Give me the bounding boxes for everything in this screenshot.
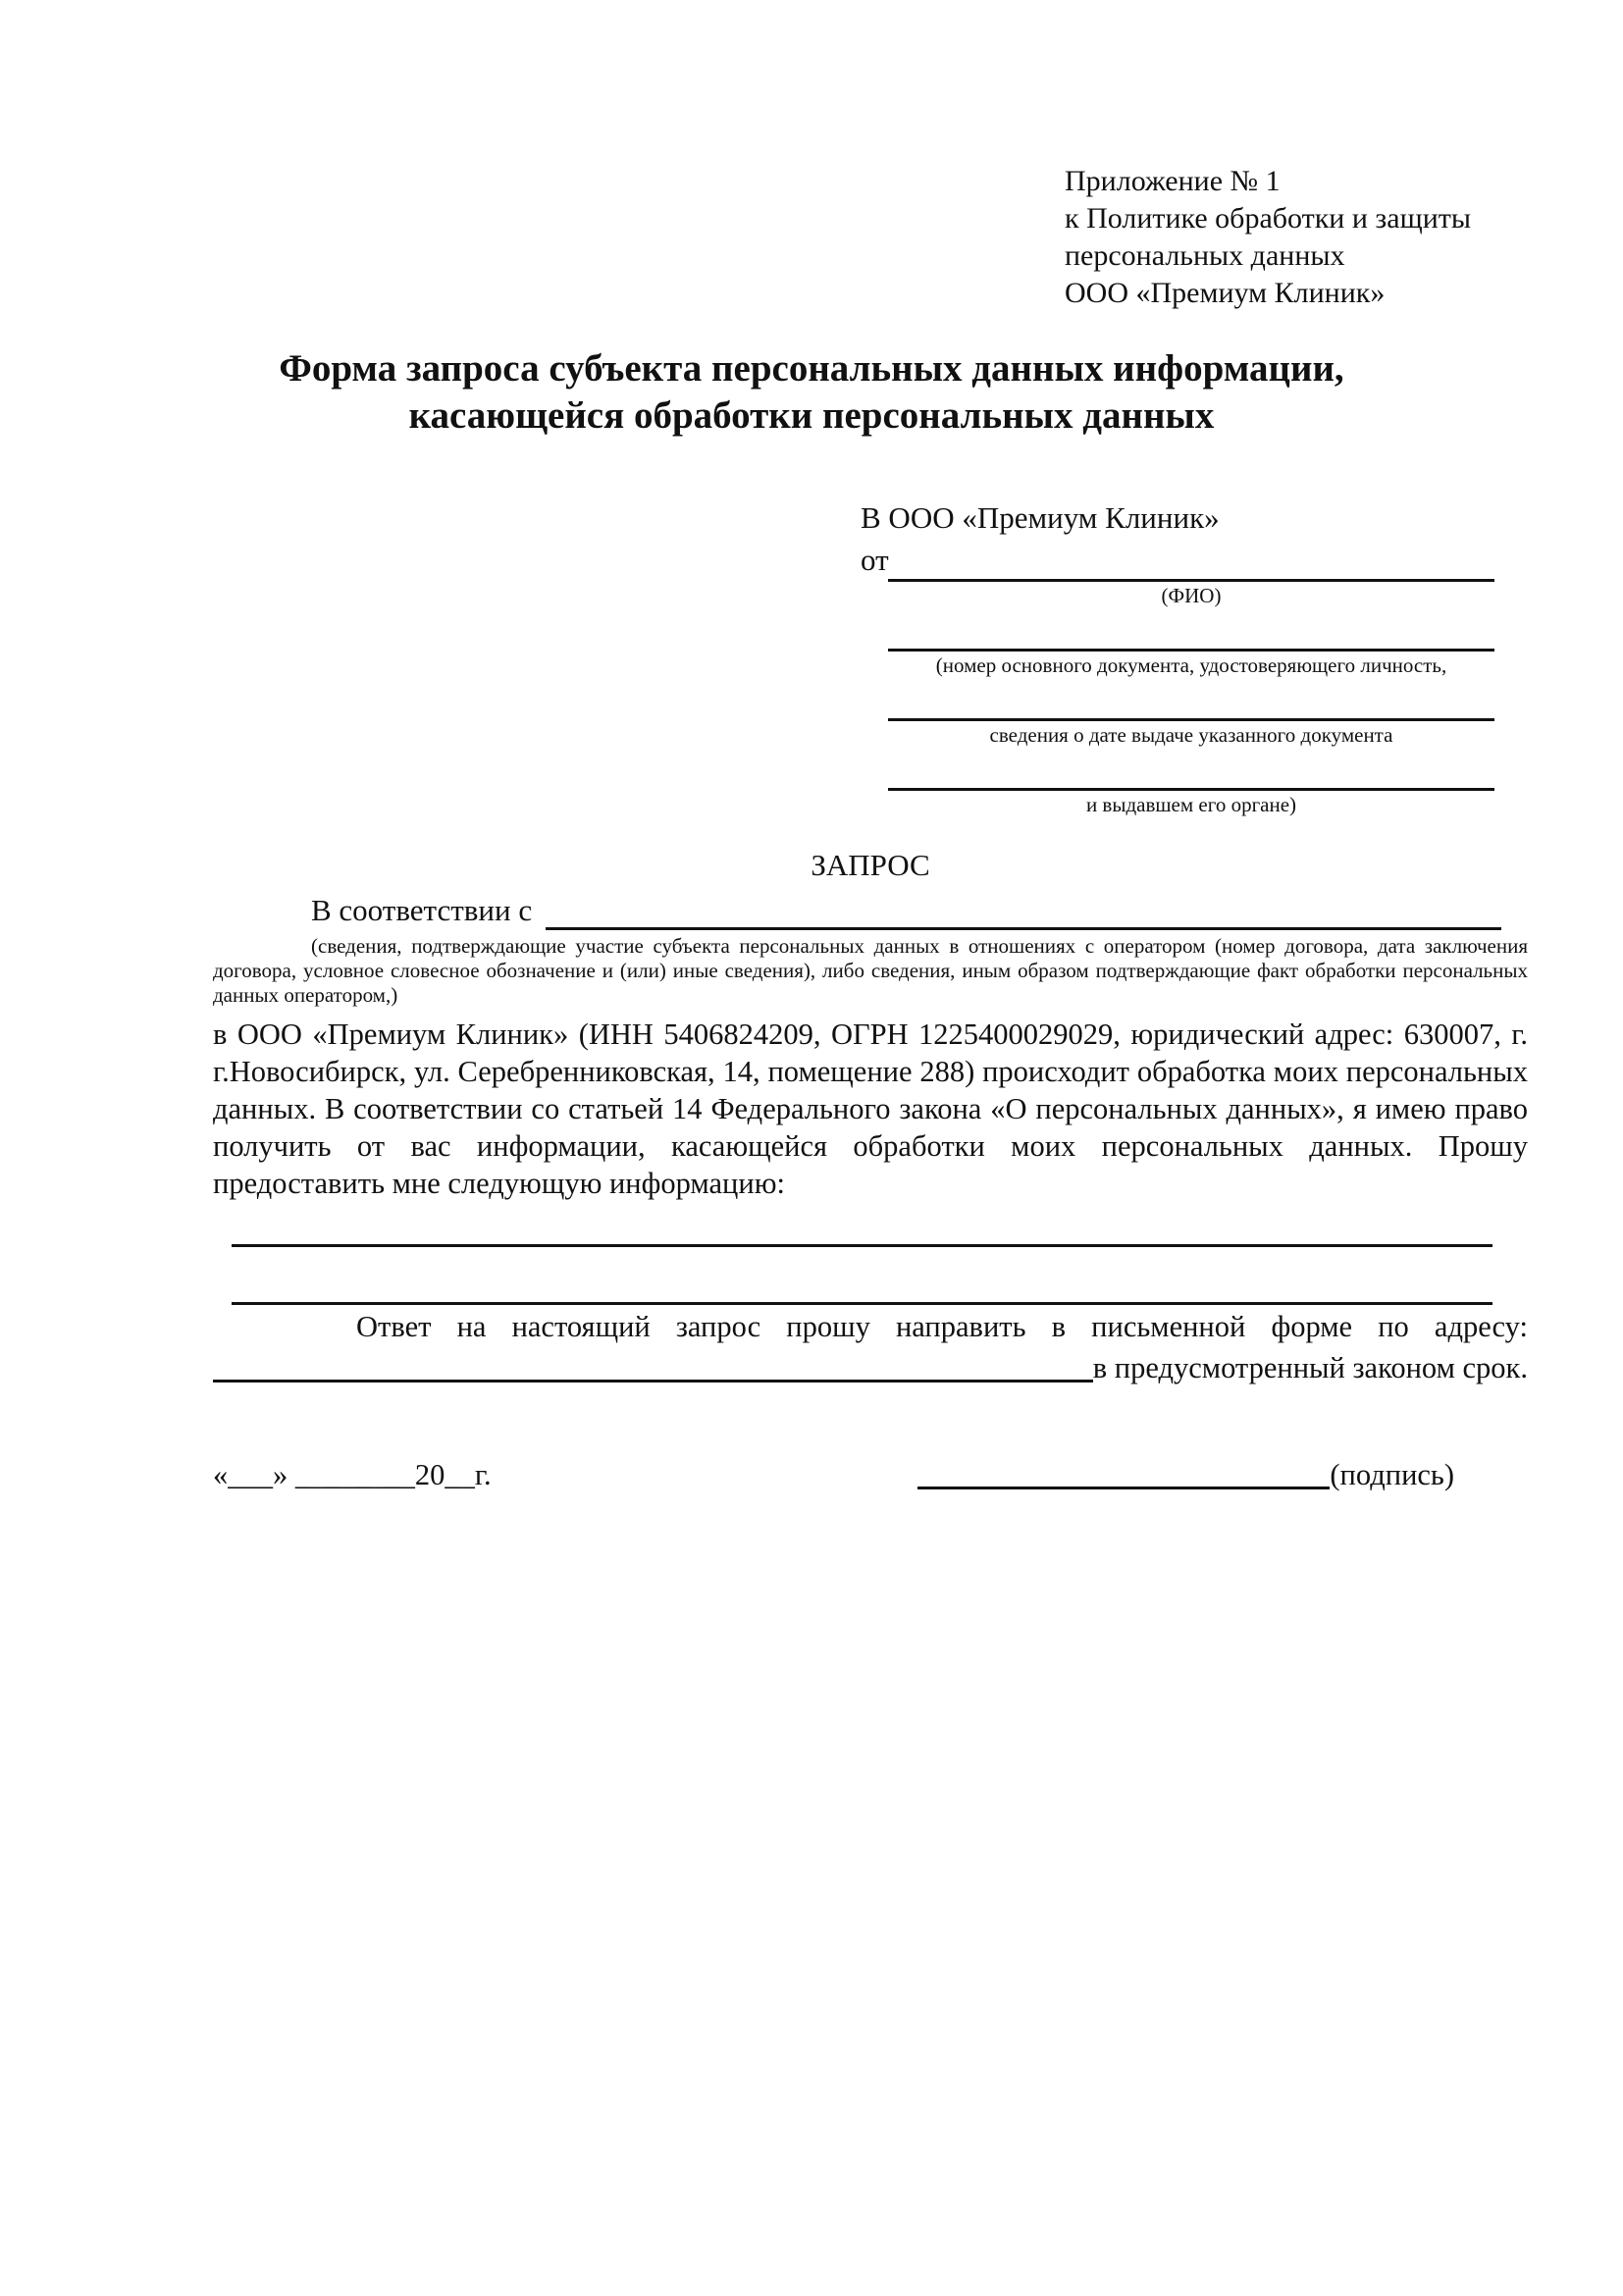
signature-caption: (подпись): [1330, 1458, 1454, 1491]
appendix-header-line-2: к Политике обработки и защиты: [1065, 202, 1472, 235]
issuing-authority-caption: и выдавшем его органе): [1085, 793, 1297, 816]
appendix-header-line-1: Приложение № 1: [1065, 165, 1281, 197]
reply-tail-text: в предусмотренный законом срок.: [1092, 1351, 1528, 1384]
identity-document-number-caption: (номер основного документа, удостоверяющего личность,: [935, 653, 1447, 677]
document-title-line-2: касающейся обработки персональных данных: [408, 394, 1215, 437]
in-accordance-label: В соответствии с: [311, 893, 533, 927]
reply-intro-line: Ответ на настоящий запрос прошу направить в письменной форме по адресу:: [356, 1310, 1528, 1343]
request-section: [213, 891, 1528, 1202]
document-title: [144, 345, 1479, 440]
appendix-header: [1065, 163, 1471, 312]
requested-information-input-line-2: [232, 1247, 1492, 1305]
issue-date-input-line: [888, 679, 1494, 721]
footer-spacer: [492, 1454, 918, 1495]
fio-caption: (ФИО): [1161, 584, 1222, 607]
reply-address-input-line: [213, 1348, 1093, 1383]
identity-document-number-input-line: [888, 609, 1494, 652]
signature-input-line: [917, 1454, 1330, 1489]
reply-section: [213, 1307, 1528, 1387]
requested-information-input-line-1: [232, 1207, 1492, 1247]
requested-information-lines: [232, 1207, 1492, 1305]
addressee-from-label: от: [861, 543, 889, 577]
date-signature-row: [213, 1454, 1454, 1495]
in-accordance-input-line: [546, 891, 1501, 930]
issue-date-caption: сведения о дате выдаче указанного документа: [989, 723, 1393, 747]
reply-address-row: [213, 1348, 1528, 1387]
date-line: «___» ________20__г.: [213, 1458, 492, 1491]
appendix-header-line-4: ООО «Премиум Клиник»: [1065, 277, 1386, 309]
fine-print-note: (сведения, подтверждающие участие субъекта персональных данных в отношениях с оператором (номер договора, дата заключения договора, условное словесное обозначение и (или) иные сведения), либо сведения, иным образом подтверждающие факт обработки персональных данных оператором,): [213, 934, 1528, 1007]
document-title-line-1: Форма запроса субъекта персональных данных информации,: [279, 347, 1344, 390]
addressee-to-line: В ООО «Премиум Клиник»: [861, 500, 1220, 535]
fio-input-line: [888, 559, 1494, 582]
issuing-authority-input-line: [888, 749, 1494, 791]
appendix-header-line-3: персональных данных: [1065, 239, 1345, 272]
request-heading: ЗАПРОС: [811, 848, 930, 882]
in-accordance-row: [213, 891, 1528, 930]
identity-fields: [888, 559, 1494, 818]
request-body-paragraph: в ООО «Премиум Клиник» (ИНН 5406824209, ОГРН 1225400029029, юридический адрес: 630007, г. г.Новосибирск, ул. Серебренниковская, 14, помещение 288) происходит обработка моих персональных данных. В соответствии со статьей 14 Федерального закона «О персональных данных», я имею право получить от вас информации, касающейся обработки моих персональных данных. Прошу предоставить мне следующую информацию:: [213, 1018, 1528, 1200]
